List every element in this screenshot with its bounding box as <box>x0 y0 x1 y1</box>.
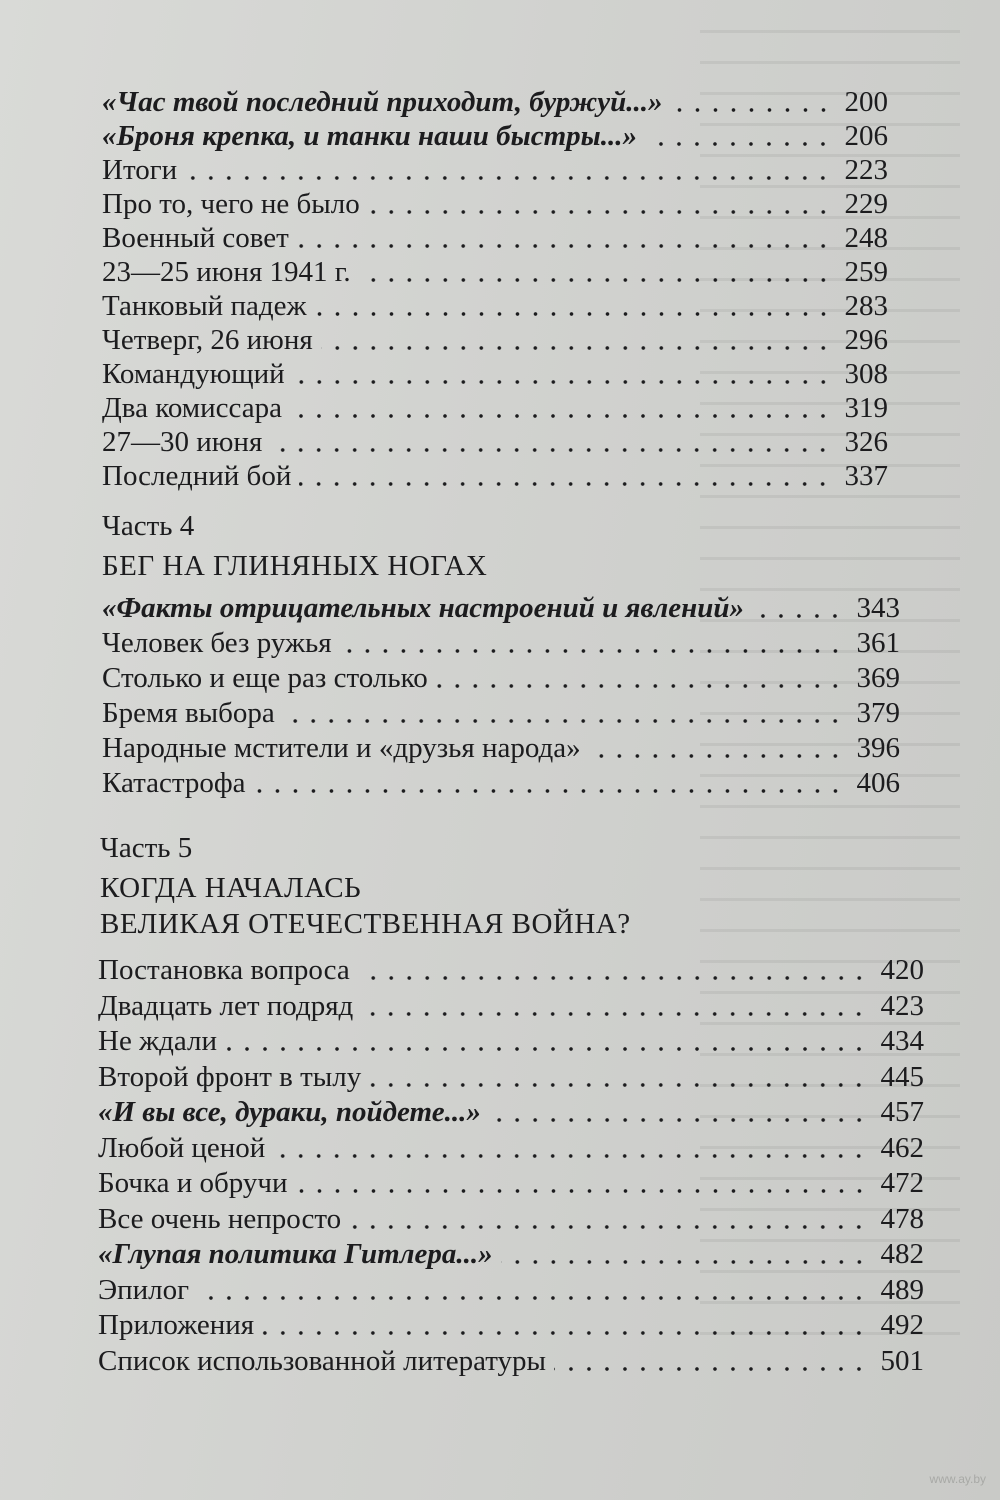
toc-entry-page: 343 <box>856 592 900 624</box>
toc-entry-title: «Час твой последний приходит, буржуй...» <box>102 86 663 118</box>
toc-entry-page: 369 <box>856 662 900 694</box>
toc-entry <box>98 1094 924 1130</box>
toc-entry <box>102 288 888 324</box>
toc-entry <box>102 322 888 358</box>
toc-entry-title: Катастрофа <box>102 767 246 799</box>
leader-dots <box>359 278 832 282</box>
toc-entry-title: Военный совет <box>102 222 289 254</box>
toc-entry <box>98 952 924 988</box>
leader-dots <box>358 976 868 980</box>
toc-entry <box>102 625 900 661</box>
leader-dots <box>501 1260 868 1264</box>
leader-dots <box>369 1083 868 1087</box>
leader-dots <box>752 614 844 618</box>
toc-entry-title: «Броня крепка, и танки наши быстры...» <box>102 120 638 152</box>
leader-dots <box>340 649 844 653</box>
toc-entry <box>98 1130 924 1166</box>
toc-entry-page: 259 <box>844 256 888 288</box>
toc-entry-title: «Глупая политика Гитлера...» <box>98 1238 493 1270</box>
toc-entry <box>102 152 888 188</box>
toc-entry-page: 406 <box>856 767 900 799</box>
leader-dots <box>283 719 844 723</box>
leader-dots <box>270 448 832 452</box>
leader-dots <box>225 1047 868 1051</box>
toc-entry-page: 326 <box>844 426 888 458</box>
toc-entry <box>102 356 888 392</box>
part5-title-line2: ВЕЛИКАЯ ОТЕЧЕСТВЕННАЯ ВОЙНА? <box>100 908 631 940</box>
toc-entry <box>98 1201 924 1237</box>
toc-entry-page: 482 <box>880 1238 924 1270</box>
toc-entry-page: 361 <box>856 627 900 659</box>
toc-entry-title: Итоги <box>102 154 178 186</box>
leader-dots <box>589 754 844 758</box>
toc-entry-title: «И вы все, дураки, пойдете...» <box>98 1096 481 1128</box>
part4-title: БЕГ НА ГЛИНЯНЫХ НОГАХ <box>102 550 488 582</box>
toc-entry-page: 501 <box>880 1344 924 1377</box>
toc-entry-title: Два комиссара <box>102 392 282 424</box>
toc-entry-page: 478 <box>880 1202 924 1235</box>
leader-dots <box>297 244 832 248</box>
toc-entry-page: 229 <box>844 188 888 220</box>
toc-entry <box>98 1059 924 1095</box>
toc-entry-title: 27—30 июня <box>102 426 263 458</box>
toc-entry-title: Командующий <box>102 358 285 390</box>
toc-entry-page: 319 <box>844 392 888 424</box>
leader-dots <box>315 312 832 316</box>
toc-entry-title: Все очень непросто <box>98 1202 342 1235</box>
toc-entry-title: Человек без ружья <box>102 627 332 659</box>
leader-dots <box>368 210 832 214</box>
part4-label: Часть 4 <box>102 510 195 542</box>
toc-entry-title: Народные мстители и «друзья народа» <box>102 732 581 764</box>
leader-dots <box>321 346 832 350</box>
leader-dots <box>645 142 832 146</box>
toc-entry-page: 434 <box>880 1025 924 1057</box>
toc-entry <box>102 118 888 154</box>
toc-entry-page: 420 <box>880 954 924 986</box>
toc-entry-page: 379 <box>856 697 900 729</box>
leader-dots <box>185 176 832 180</box>
toc-entry-title: Двадцать лет подряд <box>98 989 354 1022</box>
toc-entry <box>98 1343 924 1379</box>
toc-entry-page: 248 <box>844 222 888 254</box>
toc-entry <box>102 458 888 494</box>
toc-entry-page: 206 <box>844 120 888 152</box>
leader-dots <box>489 1118 868 1122</box>
toc-entry <box>98 988 924 1024</box>
leader-dots <box>299 482 832 486</box>
toc-entry-page: 283 <box>844 290 888 322</box>
toc-entry-title: Эпилог <box>98 1273 190 1306</box>
toc-entry-page: 445 <box>880 1060 924 1093</box>
toc-entry-title: 23—25 июня 1941 г. <box>102 256 351 288</box>
toc-entry-page: 423 <box>880 989 924 1022</box>
leader-dots <box>671 108 832 112</box>
toc-entry-page: 472 <box>880 1167 924 1199</box>
toc-entry <box>102 220 888 256</box>
leader-dots <box>293 380 832 384</box>
toc-entry-title: «Факты отрицательных настроений и явлений» <box>102 592 745 624</box>
toc-entry-title: Бочка и обручи <box>98 1167 288 1199</box>
toc-entry-title: Приложения <box>98 1309 255 1341</box>
leader-dots <box>290 414 832 418</box>
toc-entry-page: 489 <box>880 1273 924 1306</box>
toc-entry-title: Любой ценой <box>98 1131 266 1164</box>
leader-dots <box>197 1296 868 1300</box>
toc-entry-title: Бремя выбора <box>102 697 275 729</box>
toc-entry-title: Танковый падеж <box>102 290 307 322</box>
leader-dots <box>349 1225 868 1229</box>
toc-entry <box>102 186 888 222</box>
leader-dots <box>436 684 844 688</box>
toc-entry-page: 223 <box>844 154 888 186</box>
toc-entry-title: Список использованной литературы <box>98 1344 547 1377</box>
toc-entry <box>102 424 888 460</box>
toc-entry <box>102 660 900 696</box>
toc-entry-title: Четверг, 26 июня <box>102 324 313 356</box>
toc-entry-title: Второй фронт в тылу <box>98 1060 362 1093</box>
watermark: www.ay.by <box>929 1472 986 1486</box>
leader-dots <box>361 1012 868 1016</box>
toc-entry <box>102 390 888 426</box>
toc-entry-page: 457 <box>880 1096 924 1128</box>
toc-entry <box>98 1236 924 1272</box>
toc-entry-title: Столько и еще раз столько <box>102 662 428 694</box>
toc-entry-page: 200 <box>844 86 888 118</box>
toc-entry <box>102 590 900 626</box>
toc-entry <box>98 1272 924 1308</box>
leader-dots <box>296 1189 868 1193</box>
toc-entry <box>102 730 900 766</box>
leader-dots <box>554 1367 868 1371</box>
leader-dots <box>262 1331 868 1335</box>
toc-entry <box>102 254 888 290</box>
toc-entry <box>98 1165 924 1201</box>
part5-label: Часть 5 <box>100 832 193 864</box>
toc-entry-page: 396 <box>856 732 900 764</box>
toc-entry-page: 492 <box>880 1309 924 1341</box>
toc-entry <box>102 695 900 731</box>
leader-dots <box>273 1154 868 1158</box>
toc-entry <box>102 84 888 120</box>
toc-entry-page: 296 <box>844 324 888 356</box>
toc-entry-title: Постановка вопроса <box>98 954 350 986</box>
toc-entry <box>98 1307 924 1343</box>
toc-entry-page: 462 <box>880 1131 924 1164</box>
part5-title-line1: КОГДА НАЧАЛАСЬ <box>100 872 362 904</box>
toc-entry-title: Не ждали <box>98 1025 217 1057</box>
toc-entry <box>98 1023 924 1059</box>
toc-entry-title: Последний бой <box>102 460 292 492</box>
toc-entry-title: Про то, чего не было <box>102 188 360 220</box>
leader-dots <box>254 789 844 793</box>
toc-entry-page: 308 <box>844 358 888 390</box>
toc-entry <box>102 765 900 801</box>
toc-entry-page: 337 <box>844 460 888 492</box>
